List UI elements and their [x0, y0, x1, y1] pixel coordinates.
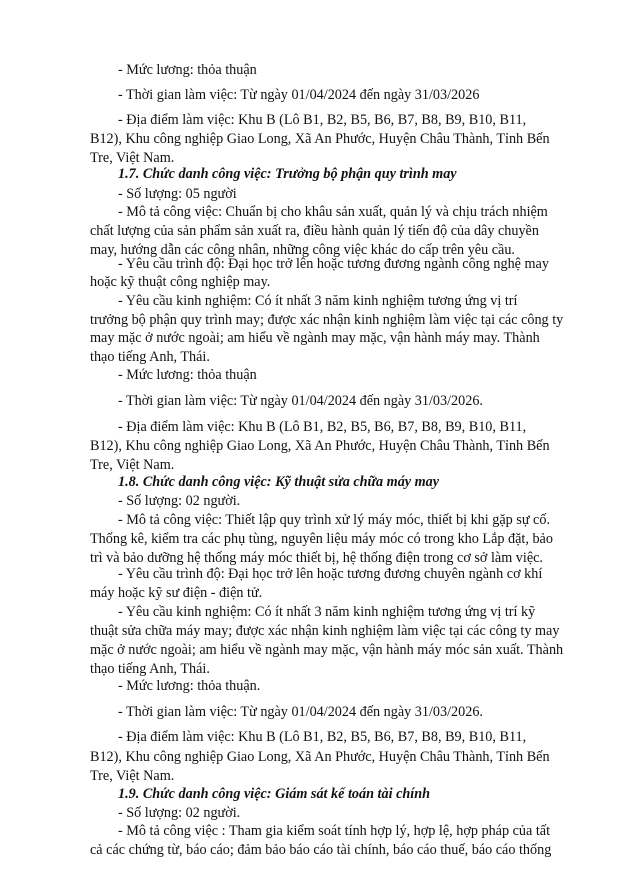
- education-requirement-line: máy hoặc kỹ sư điện - điện tử.: [90, 585, 263, 601]
- work-location-line: Tre, Việt Nam.: [90, 150, 175, 166]
- quantity-line: - Số lượng: 05 người: [118, 186, 237, 202]
- experience-requirement-line: thuật sửa chữa máy may; được xác nhận kinh nghiệm làm việc tại các công ty may: [90, 623, 560, 639]
- experience-requirement-line: thạo tiếng Anh, Thái.: [90, 349, 210, 365]
- work-location-line: Tre, Việt Nam.: [90, 457, 175, 473]
- job-description-line: - Mô tả công việc: Thiết lập quy trình xử lý máy móc, thiết bị khi gặp sự cố.: [118, 512, 550, 528]
- experience-requirement-line: trưởng bộ phận quy trình may; được xác nhận kinh nghiệm làm việc tại các công ty: [90, 312, 564, 328]
- work-location-line: Tre, Việt Nam.: [90, 768, 175, 784]
- work-period-line: - Thời gian làm việc: Từ ngày 01/04/2024 đến ngày 31/03/2026.: [118, 393, 483, 409]
- salary-line: - Mức lương: thỏa thuận.: [118, 678, 261, 694]
- experience-requirement-line: may mặc ở nước ngoài; am hiểu về ngành may mặc, vận hành máy may. Thành: [90, 330, 540, 346]
- section-heading-1-9: 1.9. Chức danh công việc: Giám sát kế toán tài chính: [118, 786, 430, 802]
- job-description-line: Thống kê, kiểm tra các phụ tùng, nguyên liệu máy móc có trong kho Lắp đặt, bảo: [90, 531, 553, 547]
- experience-requirement-line: mặc ở nước ngoài; am hiểu về ngành may mặc, vận hành máy móc sản xuất. Thành: [90, 642, 564, 658]
- education-requirement-line: - Yêu cầu trình độ: Đại học trở lên hoặc tương đương ngành công nghệ may: [118, 256, 549, 272]
- job-description-line: chất lượng của sản phẩm sản xuất ra, điều hành quản lý tiến độ của dây chuyền: [90, 223, 539, 239]
- work-location-line: B12), Khu công nghiệp Giao Long, Xã An Phước, Huyện Châu Thành, Tỉnh Bến: [90, 438, 550, 454]
- quantity-line: - Số lượng: 02 người.: [118, 493, 241, 509]
- work-location-line: - Địa điểm làm việc: Khu B (Lô B1, B2, B5, B6, B7, B8, B9, B10, B11,: [118, 729, 527, 745]
- section-heading-1-7: 1.7. Chức danh công việc: Trưởng bộ phận quy trình may: [118, 166, 457, 182]
- work-location-line: - Địa điểm làm việc: Khu B (Lô B1, B2, B5, B6, B7, B8, B9, B10, B11,: [118, 419, 527, 435]
- section-heading-1-8: 1.8. Chức danh công việc: Kỹ thuật sửa chữa máy may: [118, 474, 440, 490]
- work-period-line: - Thời gian làm việc: Từ ngày 01/04/2024 đến ngày 31/03/2026.: [118, 704, 483, 720]
- education-requirement-line: - Yêu cầu trình độ: Đại học trở lên hoặc tương đương chuyên ngành cơ khí: [118, 566, 543, 582]
- work-location-line: B12), Khu công nghiệp Giao Long, Xã An Phước, Huyện Châu Thành, Tỉnh Bến: [90, 749, 550, 765]
- education-requirement-line: hoặc kỹ thuật công nghiệp may.: [90, 274, 271, 290]
- job-description-line: may, hướng dẫn các công nhân, những công việc khác do cấp trên yêu cầu.: [90, 242, 515, 258]
- salary-line: - Mức lương: thỏa thuận: [118, 367, 257, 383]
- experience-requirement-line: thạo tiếng Anh, Thái.: [90, 661, 210, 677]
- salary-line: - Mức lương: thỏa thuận: [118, 62, 257, 78]
- job-description-line: trì và bảo dưỡng hệ thống máy móc thiết bị, hệ thống điện trong cơ sở làm việc.: [90, 550, 543, 566]
- experience-requirement-line: - Yêu cầu kinh nghiệm: Có ít nhất 3 năm kinh nghiệm tương ứng vị trí: [118, 293, 518, 309]
- job-description-line: - Mô tả công việc : Tham gia kiểm soát tính hợp lý, hợp lệ, hợp pháp của tất: [118, 823, 551, 839]
- experience-requirement-line: - Yêu cầu kinh nghiệm: Có ít nhất 3 năm kinh nghiệm tương ứng vị trí kỹ: [118, 604, 536, 620]
- job-description-line: cả các chứng từ, báo cáo; đảm bảo báo cáo tài chính, báo cáo thuế, báo cáo thống: [90, 842, 552, 858]
- quantity-line: - Số lượng: 02 người.: [118, 805, 241, 821]
- work-location-line: B12), Khu công nghiệp Giao Long, Xã An Phước, Huyện Châu Thành, Tỉnh Bến: [90, 131, 550, 147]
- work-location-line: - Địa điểm làm việc: Khu B (Lô B1, B2, B5, B6, B7, B8, B9, B10, B11,: [118, 112, 527, 128]
- work-period-line: - Thời gian làm việc: Từ ngày 01/04/2024 đến ngày 31/03/2026: [118, 87, 480, 103]
- job-description-line: - Mô tả công việc: Chuẩn bị cho khâu sản xuất, quản lý và chịu trách nhiệm: [118, 204, 548, 220]
